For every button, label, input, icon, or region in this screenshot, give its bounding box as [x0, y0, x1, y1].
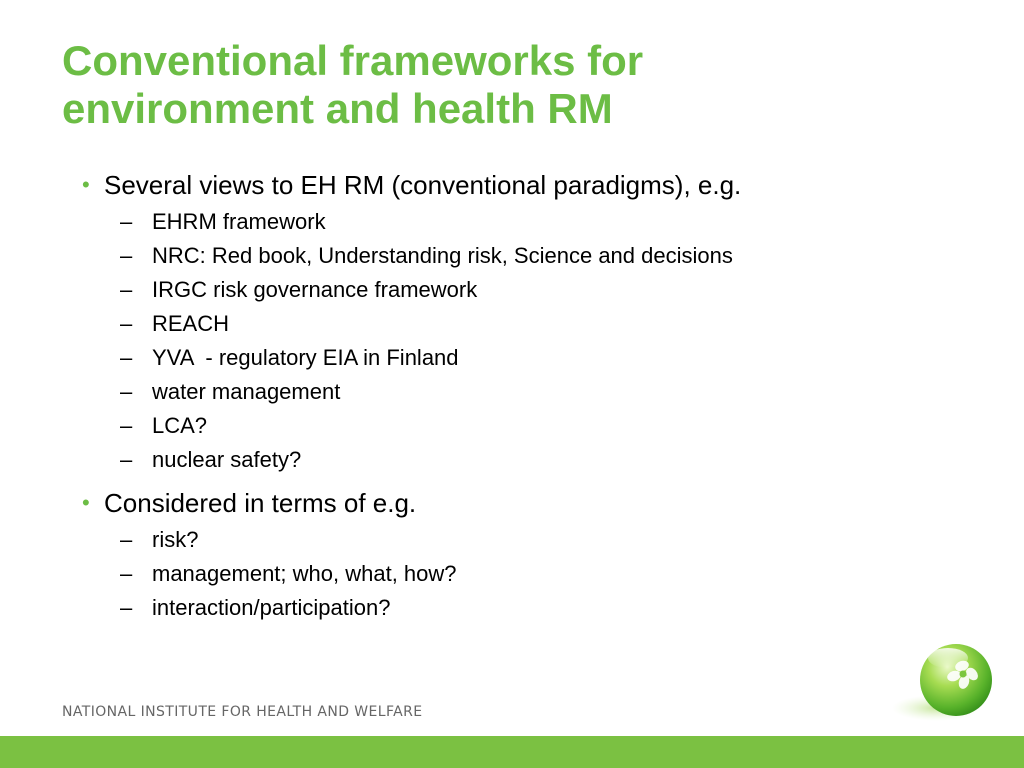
- sub-bullet-list: [104, 523, 984, 625]
- slide-title-line-2: environment and health RM: [62, 85, 613, 132]
- green-orb-flower-icon: [890, 636, 1000, 728]
- bullet-item: [84, 165, 984, 477]
- sub-bullet-text: REACH: [152, 311, 230, 336]
- sub-bullet-text: EHRM framework: [152, 209, 326, 234]
- bullet-marker: •: [82, 172, 90, 197]
- dash-marker: –: [120, 561, 133, 586]
- dash-marker: –: [120, 243, 133, 268]
- dash-marker: –: [120, 527, 133, 552]
- sub-bullet-text: YVA - regulatory EIA in Finland: [152, 345, 459, 370]
- sub-bullet-list: [104, 205, 984, 477]
- sub-bullet-text: risk?: [152, 527, 199, 552]
- dash-marker: –: [120, 413, 133, 438]
- bullet-item: [84, 483, 984, 625]
- sub-bullet-item: [120, 375, 984, 409]
- sub-bullet-item: [120, 341, 984, 375]
- sub-bullet-item: [120, 307, 984, 341]
- sub-bullet-item: [120, 523, 984, 557]
- slide-title: [62, 37, 962, 133]
- sub-bullet-text: nuclear safety?: [152, 447, 302, 472]
- sub-bullet-item: [120, 205, 984, 239]
- dash-marker: –: [120, 209, 133, 234]
- bullet-text: Several views to EH RM (conventional paradigms), e.g.: [104, 170, 742, 200]
- dash-marker: –: [120, 277, 133, 302]
- dash-marker: –: [120, 379, 133, 404]
- dash-marker: –: [120, 595, 133, 620]
- sub-bullet-text: NRC: Red book, Understanding risk, Science and decisions: [152, 243, 733, 268]
- sub-bullet-item: [120, 591, 984, 625]
- sub-bullet-text: interaction/participation?: [152, 595, 391, 620]
- organization-name: NATIONAL INSTITUTE FOR HEALTH AND WELFARE: [62, 704, 423, 720]
- bullet-marker: •: [82, 490, 90, 515]
- sub-bullet-text: IRGC risk governance framework: [152, 277, 478, 302]
- dash-marker: –: [120, 345, 133, 370]
- dash-marker: –: [120, 447, 133, 472]
- bullet-text: Considered in terms of e.g.: [104, 488, 417, 518]
- bullet-list: [84, 165, 984, 627]
- footer-bar: [0, 736, 1024, 768]
- sub-bullet-item: [120, 239, 984, 273]
- dash-marker: –: [120, 311, 133, 336]
- sub-bullet-item: [120, 409, 984, 443]
- slide-title-line-1: Conventional frameworks for: [62, 37, 644, 84]
- sub-bullet-item: [120, 557, 984, 591]
- sub-bullet-text: water management: [152, 379, 341, 404]
- sub-bullet-text: management; who, what, how?: [152, 561, 457, 586]
- sub-bullet-text: LCA?: [152, 413, 208, 438]
- sub-bullet-item: [120, 443, 984, 477]
- sub-bullet-item: [120, 273, 984, 307]
